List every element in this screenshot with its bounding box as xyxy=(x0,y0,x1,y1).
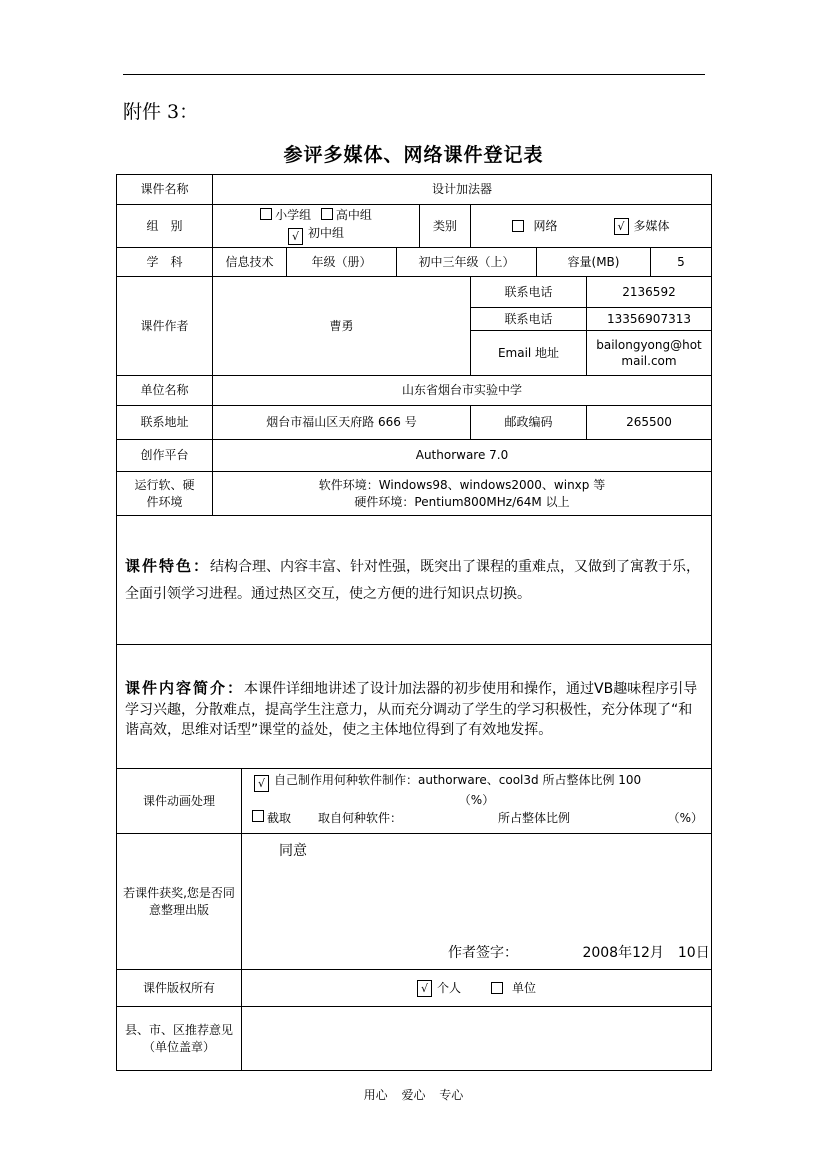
label-email: Email 地址 xyxy=(470,330,587,376)
group-options xyxy=(212,204,420,248)
capture-unit: （%） xyxy=(667,811,703,826)
junior-school-label: 初中组 xyxy=(307,226,344,241)
signature-date: 2008年12月 10日 xyxy=(582,945,710,961)
unit-checkbox[interactable] xyxy=(491,982,503,994)
email-line-1: bailongyong@hot xyxy=(596,337,702,352)
label-author: 课件作者 xyxy=(116,276,213,376)
self-made-unit: （%） xyxy=(458,793,495,807)
self-made-text: 自己制作用何种软件制作：authorware、cool3d 所占整体比例 100 xyxy=(274,773,642,787)
environment-value xyxy=(212,471,712,516)
label-capacity: 容量(MB) xyxy=(536,247,651,277)
email-line-2: mail.com xyxy=(621,354,677,368)
phone-1-value: 2136592 xyxy=(586,276,712,308)
high-school-label: 高中组 xyxy=(335,207,372,222)
label-grade: 年级（册） xyxy=(286,247,397,277)
label-subject: 学 科 xyxy=(116,247,213,277)
animation-value xyxy=(241,768,712,834)
features-label: 课件特色： xyxy=(125,557,211,576)
label-category: 类别 xyxy=(419,204,471,248)
author-signature-label: 作者签字： xyxy=(448,945,518,961)
author-value: 曹勇 xyxy=(212,276,471,376)
capture-label: 截取 xyxy=(267,811,292,826)
copyright-value xyxy=(241,969,712,1007)
capacity-value: 5 xyxy=(650,247,712,277)
subject-value: 信息技术 xyxy=(212,247,287,277)
label-group: 组 别 xyxy=(116,204,213,248)
grade-value: 初中三年级（上） xyxy=(396,247,537,277)
unit-label: 单位 xyxy=(512,980,537,995)
label-phone-2: 联系电话 xyxy=(470,307,587,331)
junior-school-checkbox[interactable]: √ xyxy=(288,228,303,245)
primary-school-label: 小学组 xyxy=(275,207,312,222)
software-environment: 软件环境：Windows98、windows2000、winxp 等 xyxy=(318,478,606,493)
capture-checkbox[interactable] xyxy=(252,810,264,822)
postcode-value: 265500 xyxy=(586,405,712,440)
category-options xyxy=(470,204,712,248)
features-section xyxy=(116,515,712,645)
label-recommendation: 县、市、区推荐意见 （单位盖章） xyxy=(116,1006,242,1071)
label-unit: 单位名称 xyxy=(116,375,213,406)
label-consent: 若课件获奖,您是否同意整理出版 xyxy=(116,833,242,970)
features-text: 结构合理、内容丰富、针对性强，既突出了课程的重难点，又做到了寓教于乐，全面引领学习进程。通过热区交互，使之方便的进行知识点切换。 xyxy=(125,559,701,602)
intro-label: 课件内容简介： xyxy=(125,679,245,697)
multimedia-label: 多媒体 xyxy=(633,218,670,233)
label-postcode: 邮政编码 xyxy=(470,405,587,440)
personal-checkbox[interactable]: √ xyxy=(417,980,432,997)
label-animation: 课件动画处理 xyxy=(116,768,242,834)
email-value xyxy=(586,330,712,376)
label-copyright: 课件版权所有 xyxy=(116,969,242,1007)
consent-value xyxy=(241,833,712,970)
label-phone-1: 联系电话 xyxy=(470,276,587,308)
primary-school-checkbox[interactable] xyxy=(260,208,272,220)
intro-section xyxy=(116,644,712,769)
personal-label: 个人 xyxy=(436,980,461,995)
unit-value: 山东省烟台市实验中学 xyxy=(212,375,712,406)
consent-answer: 同意 xyxy=(279,843,307,859)
label-environment: 运行软、硬 件环境 xyxy=(116,471,213,516)
network-checkbox[interactable] xyxy=(512,220,524,232)
label-courseware-name: 课件名称 xyxy=(116,174,213,205)
attachment-label: 附件 3： xyxy=(123,101,199,123)
high-school-checkbox[interactable] xyxy=(321,208,333,220)
capture-ratio: 所占整体比例 xyxy=(498,811,571,826)
intro-text: 本课件详细地讲述了设计加法器的初步使用和操作，通过VB趣味程序引导学习兴趣，分散难点，提高学生注意力，从而充分调动了学生的学习积极性，充分体现了“和谐高效，思维对话型”课堂的益处，使之主体地位得到了有效地发挥。 xyxy=(125,681,698,739)
self-made-checkbox[interactable]: √ xyxy=(254,775,269,792)
address-value: 烟台市福山区天府路 666 号 xyxy=(212,405,471,440)
multimedia-checkbox[interactable]: √ xyxy=(614,218,629,235)
form-title: 参评多媒体、网络课件登记表 xyxy=(283,144,544,166)
capture-source: 取自何种软件： xyxy=(318,811,403,826)
network-label: 网络 xyxy=(533,218,558,233)
courseware-name-value: 设计加法器 xyxy=(212,174,712,205)
label-platform: 创作平台 xyxy=(116,439,213,472)
phone-2-value: 13356907313 xyxy=(586,307,712,331)
footer-motto: 用心 爱心 专心 xyxy=(363,1088,464,1102)
header-rule xyxy=(123,74,705,75)
platform-value: Authorware 7.0 xyxy=(212,439,712,472)
recommendation-value[interactable] xyxy=(241,1006,712,1071)
hardware-environment: 硬件环境：Pentium800MHz/64M 以上 xyxy=(354,494,570,509)
label-address: 联系地址 xyxy=(116,405,213,440)
